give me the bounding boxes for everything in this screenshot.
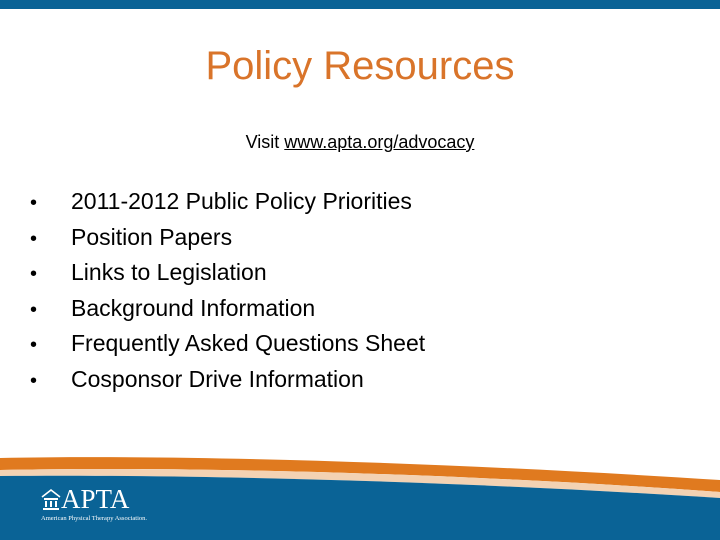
list-item-text: Cosponsor Drive Information xyxy=(71,365,364,392)
bullet-icon: • xyxy=(30,369,38,392)
logo-wordmark: APTA xyxy=(61,484,130,514)
list-item-text: Position Papers xyxy=(71,223,233,250)
apta-emblem-icon xyxy=(40,487,62,511)
subtitle-prefix: Visit xyxy=(245,132,285,152)
list-item xyxy=(30,363,425,399)
list-item-text: Background Information xyxy=(71,294,316,321)
list-item-text: 2011-2012 Public Policy Priorities xyxy=(71,188,412,214)
list-item xyxy=(30,185,425,221)
list-item xyxy=(30,221,425,257)
apta-logo xyxy=(40,484,180,527)
bullet-icon: • xyxy=(30,227,38,250)
list-item-text: Frequently Asked Questions Sheet xyxy=(71,330,426,356)
list-item-text: Links to Legislation xyxy=(71,259,267,285)
bullet-icon: • xyxy=(30,192,38,214)
list-item xyxy=(30,256,425,292)
subtitle xyxy=(0,130,720,154)
logo-tagline: American Physical Therapy Association. xyxy=(41,515,148,522)
bullet-list xyxy=(30,185,425,398)
bullet-icon: • xyxy=(30,334,38,356)
advocacy-link[interactable]: www.apta.org/advocacy xyxy=(284,132,475,152)
list-item xyxy=(30,327,425,363)
bullet-icon: • xyxy=(30,298,38,321)
list-item xyxy=(30,292,425,328)
slide-title: Policy Resources xyxy=(205,44,515,88)
top-accent-bar xyxy=(0,0,720,9)
bullet-icon: • xyxy=(30,263,38,285)
